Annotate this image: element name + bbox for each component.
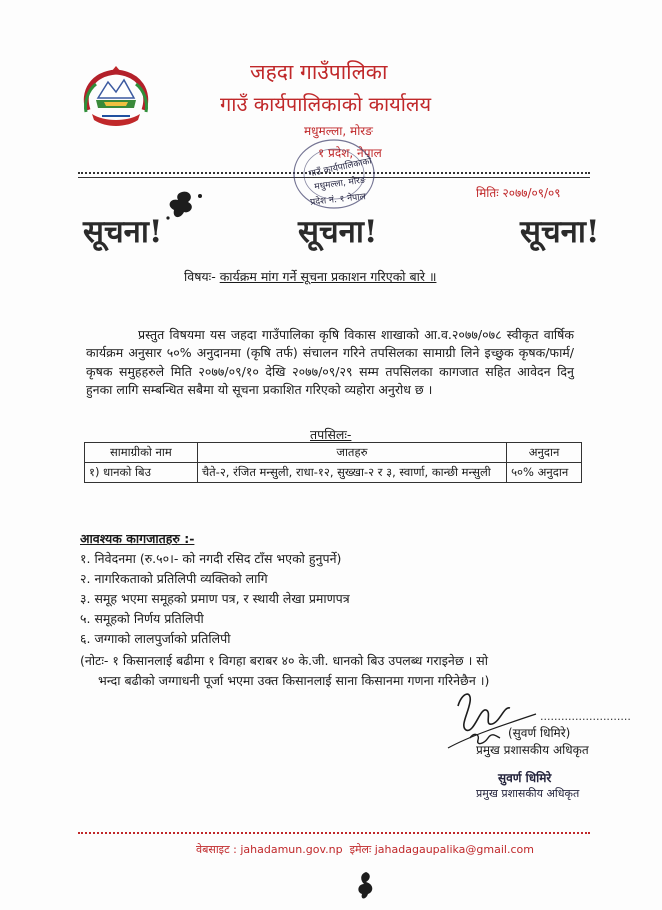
list-item: ६. जग्गाको लालपुर्जाको प्रतिलिपी [80, 631, 231, 646]
nepal-government-emblem-icon [78, 62, 154, 132]
notice-body [86, 326, 574, 399]
ink-smudge-icon [354, 870, 380, 902]
subject-value: कार्यक्रम मांग गर्ने सूचना प्रकाशन गरिएको बारे ॥ [219, 269, 437, 284]
note-paragraph [80, 651, 590, 691]
stamp-line-1: गाउँ कार्यपालिकाको [307, 156, 373, 180]
office-place: मधुमल्ला, मोरङ [304, 124, 373, 138]
table-cell: ५०% अनुदान [507, 463, 582, 483]
website-label: वेबसाइट : [196, 843, 237, 856]
items-table [84, 442, 582, 483]
signatory-stamp-title: प्रमुख प्रशासकीय अधिकृत [476, 787, 580, 800]
stamp-line-3: प्रदेश नं. १ नेपाल [309, 192, 367, 208]
table-header-row [85, 443, 582, 463]
list-item: ५. समूहको निर्णय प्रतिलिपी [80, 611, 204, 626]
website-link[interactable]: jahadamun.gov.np [240, 843, 343, 856]
table-header-cell: जातहरु [197, 443, 506, 463]
table-cell: चैते-२, रंजित मन्सुली, राधा-१२, सुख्खा-२ र ३, स्वार्णा, कान्छी मन्सुली [197, 463, 506, 483]
list-item: २. नागरिकताको प्रतिलिपी व्यक्तिको लागि [80, 571, 268, 586]
signatory-name: (सुवर्ण धिमिरे) [508, 726, 571, 740]
list-item: ३. समूह भएमा समूहको प्रमाण पत्र, र स्थायी लेखा प्रमाणपत्र [80, 591, 350, 606]
date-label: मितिः [476, 186, 499, 200]
subject-line [184, 268, 436, 285]
notice-heading-left: सूचना! [83, 214, 163, 250]
notice-body-text: प्रस्तुत विषयमा यस जहदा गाउँपालिका कृषि विकास शाखाको आ.व.२०७७/०७८ स्वीकृत वार्षिक कार्यक्रम अनुसार ५०% अनुदानमा (कृषि तर्फ) संचालन गरिने तपसिलका सामाग्री लिने इच्छुक कृषक/फार्म/कृषक समुहहरुले मिति २०७७/०९/१० देखि २०७७/०९/२९ सम्म तपसिलका कागजात सहित आवेदन दिनु हुनका लागि सम्बन्धित सबैमा यो सूचना प्रकाशित गरिएको व्यहोरा अनुरोध छ । [86, 327, 574, 397]
table-cell: १) धानको बिउ [85, 463, 198, 483]
note-line-2: भन्दा बढीको जग्गाधनी पूर्जा भएमा उक्त किसानलाई साना किसानमा गणना गरिनेछैन ।) [98, 673, 490, 688]
notice-heading-right: सूचना! [520, 214, 600, 250]
notice-heading-center: सूचना! [298, 214, 378, 250]
office-title: जहदा गाउँपालिका [250, 60, 388, 84]
table-header-cell: अनुदान [507, 443, 582, 463]
signatory-title: प्रमुख प्रशासकीय अधिकृत [476, 743, 589, 757]
signatory-stamp-name: सुवर्ण धिमिरे [498, 771, 552, 785]
subject-label: विषयः- [184, 269, 216, 284]
email-label: इमेलः [349, 843, 372, 856]
note-line-1: (नोटः- १ किसानलाई बढीमा १ विगहा बराबर ४० के.जी. धानको बिउ उपलब्ध गराइनेछ । सो [80, 653, 488, 668]
footer-contact [196, 842, 534, 857]
table-row [85, 463, 582, 483]
office-stamp [284, 130, 380, 214]
email-link[interactable]: jahadagaupalika@gmail.com [374, 843, 534, 856]
ink-blot-icon [160, 188, 210, 226]
office-province: १ प्रदेश, नेपाल [318, 146, 382, 160]
list-item: १. निवेदनमा (रु.५०।- को नगदी रसिद टाँस भएको हुनुपर्ने) [80, 551, 342, 566]
table-caption: तपसिलः- [310, 427, 352, 442]
issue-date [476, 184, 561, 201]
documents-list [80, 549, 350, 649]
office-subtitle: गाउँ कार्यपालिकाको कार्यालय [220, 92, 432, 116]
signature-dots: .......................... [540, 710, 631, 723]
documents-heading: आवश्यक कागजातहरु :- [80, 531, 195, 546]
date-value: २०७७/०९/०९ [502, 186, 561, 200]
table-header-cell: सामाग्रीको नाम [85, 443, 198, 463]
stamp-line-2: मधुमल्ला, मोरङ [313, 175, 367, 193]
footer-divider [78, 832, 590, 834]
